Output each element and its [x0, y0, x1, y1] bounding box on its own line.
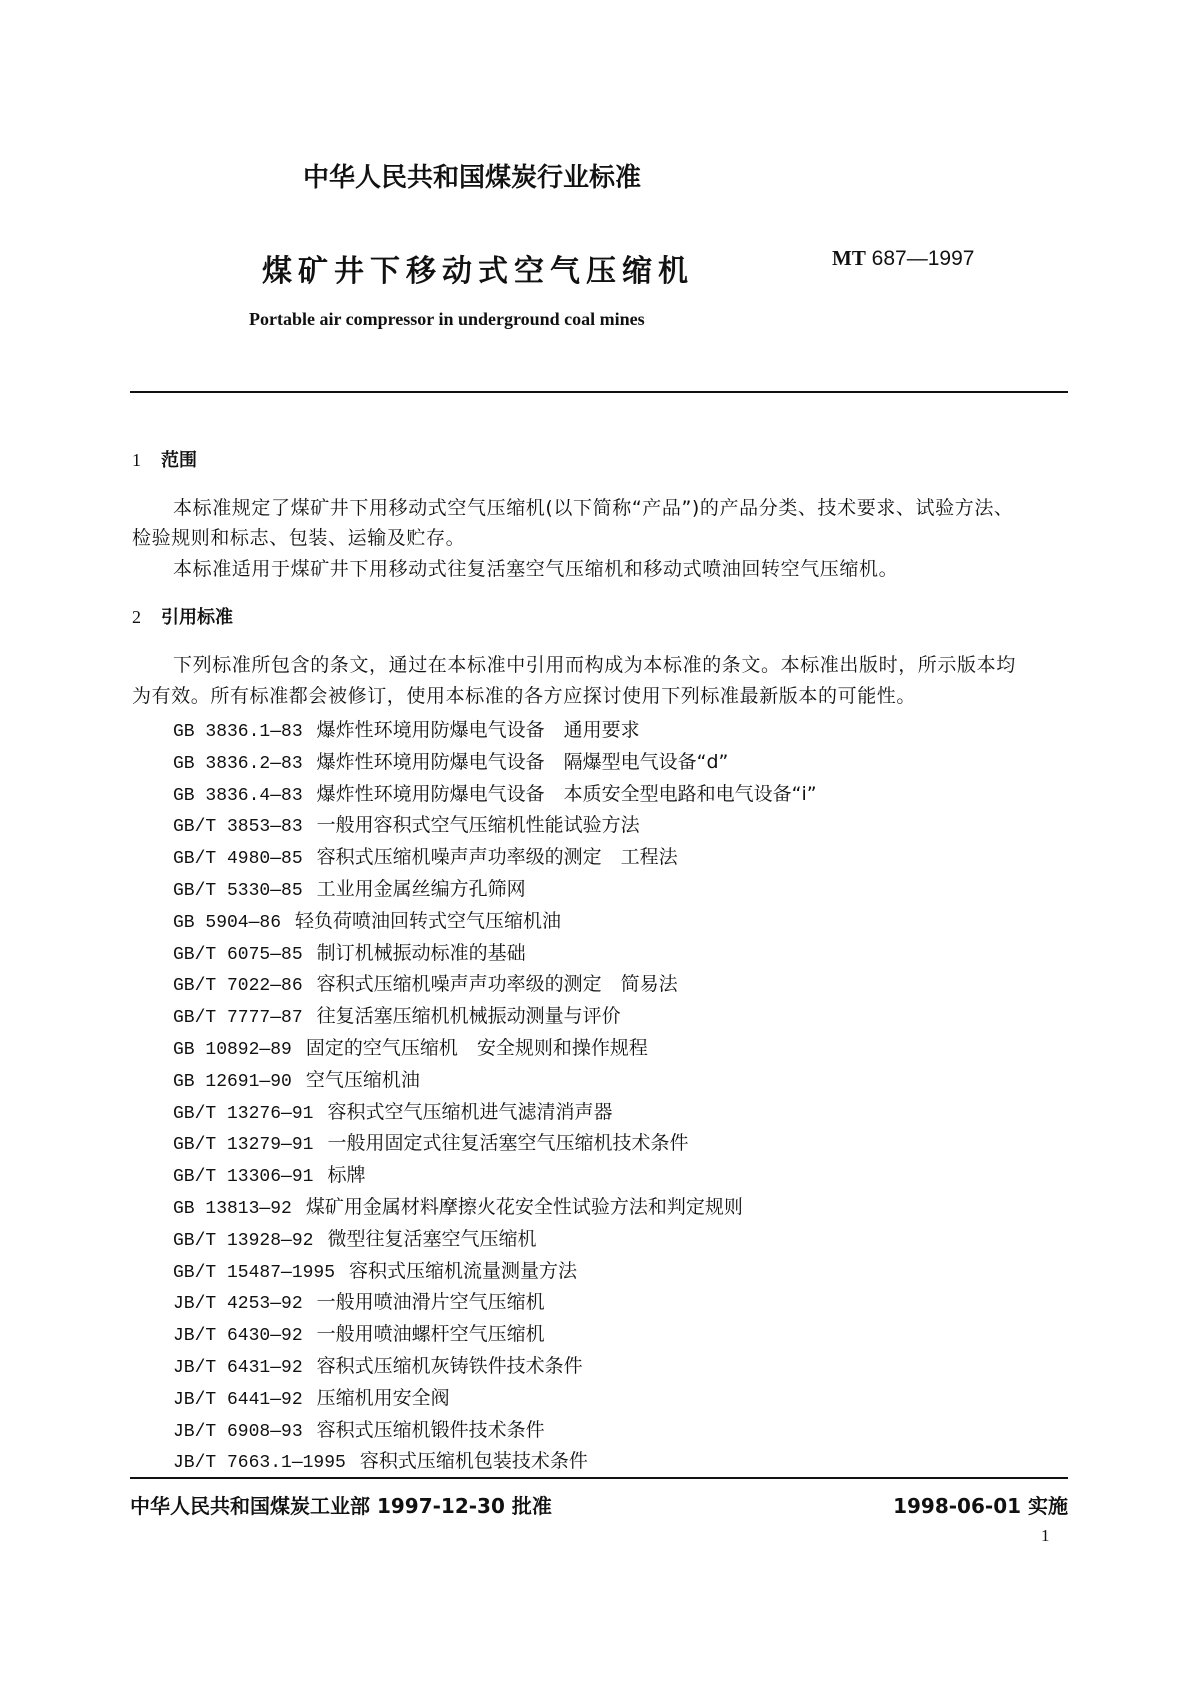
- reference-title: 爆炸性环境用防爆电气设备 本质安全型电路和电气设备“i”: [316, 782, 817, 805]
- reference-item: [173, 1128, 688, 1155]
- reference-code: GB/T 13276—91: [173, 1103, 314, 1124]
- reference-code: JB/T 7663.1—1995: [173, 1453, 346, 1474]
- section-heading: [132, 446, 197, 472]
- reference-code: JB/T 6908—93: [173, 1421, 303, 1442]
- reference-title: 一般用容积式空气压缩机性能试验方法: [316, 814, 640, 837]
- section-heading: [132, 603, 233, 629]
- reference-code: GB/T 13928—92: [173, 1230, 314, 1251]
- section-title: 范围: [161, 450, 197, 471]
- reference-code: GB/T 7022—86: [173, 976, 303, 997]
- reference-item: [173, 842, 678, 869]
- reference-title: 一般用固定式往复活塞空气压缩机技术条件: [327, 1132, 689, 1155]
- issuing-body-title: 中华人民共和国煤炭行业标准: [303, 163, 642, 193]
- reference-code: JB/T 6430—92: [173, 1326, 303, 1347]
- reference-item: [173, 1319, 545, 1346]
- reference-item: [173, 1256, 577, 1283]
- reference-title: 爆炸性环境用防爆电气设备 隔爆型电气设备“d”: [316, 750, 729, 773]
- reference-title: 微型往复活塞空气压缩机: [327, 1227, 537, 1250]
- reference-title: 容积式压缩机包装技术条件: [359, 1450, 588, 1473]
- paragraph-line: 检验规则和标志、包装、运输及贮存。: [132, 527, 466, 549]
- code-prefix: MT: [832, 246, 866, 270]
- reference-item: [173, 969, 678, 996]
- section-number: 1: [132, 450, 141, 470]
- reference-item: [173, 1192, 743, 1219]
- approval-line: 中华人民共和国煤炭工业部 1997-12-30 批准: [130, 1494, 552, 1518]
- reference-item: [173, 1446, 588, 1473]
- reference-title: 容积式空气压缩机进气滤清消声器: [327, 1100, 613, 1123]
- reference-code: JB/T 6431—92: [173, 1358, 303, 1378]
- reference-code: GB/T 15487—1995: [173, 1262, 336, 1283]
- reference-title: 往复活塞压缩机机械振动测量与评价: [316, 1005, 621, 1028]
- reference-title: 容积式压缩机灰铸铁件技术条件: [316, 1355, 583, 1377]
- reference-item: [173, 747, 728, 774]
- reference-code: GB/T 13306—91: [173, 1167, 314, 1188]
- reference-code: GB/T 7777—87: [173, 1008, 303, 1029]
- reference-title: 容积式压缩机流量测量方法: [349, 1259, 578, 1282]
- reference-title: 煤矿用金属材料摩擦火花安全性试验方法和判定规则: [305, 1196, 743, 1218]
- reference-title: 固定的空气压缩机 安全规则和操作规程: [305, 1037, 648, 1059]
- code-number: 687—1997: [871, 247, 975, 270]
- reference-item: [173, 1224, 536, 1251]
- reference-item: [173, 1065, 420, 1092]
- reference-title: 容积式压缩机锻件技术条件: [316, 1418, 545, 1441]
- standard-code: [832, 246, 974, 271]
- reference-code: GB 13813—92: [173, 1199, 292, 1219]
- reference-code: GB 3836.4—83: [173, 785, 303, 806]
- reference-code: GB 3836.1—83: [173, 722, 303, 742]
- document-title: 煤矿井下移动式空气压缩机: [262, 254, 694, 289]
- section-title: 引用标准: [161, 607, 233, 628]
- paragraph-line: 本标准适用于煤矿井下用移动式往复活塞空气压缩机和移动式喷油回转空气压缩机。: [173, 558, 899, 580]
- reference-title: 轻负荷喷油回转式空气压缩机油: [295, 909, 562, 932]
- reference-item: [173, 1097, 612, 1124]
- reference-item: [173, 1160, 365, 1187]
- reference-item: [173, 1287, 545, 1314]
- reference-code: JB/T 6441—92: [173, 1389, 303, 1410]
- paragraph-line: 为有效。所有标准都会被修订，使用本标准的各方应探讨使用下列标准最新版本的可能性。: [132, 685, 917, 707]
- reference-title: 空气压缩机油: [305, 1068, 420, 1091]
- reference-item: [173, 1383, 450, 1410]
- reference-code: GB 12691—90: [173, 1071, 292, 1092]
- reference-item: [173, 906, 561, 933]
- reference-item: [173, 1001, 621, 1028]
- reference-code: GB 3836.2—83: [173, 753, 303, 774]
- reference-item: [173, 810, 640, 837]
- reference-title: 爆炸性环境用防爆电气设备 通用要求: [316, 719, 640, 741]
- reference-code: GB 5904—86: [173, 912, 282, 933]
- reference-code: GB/T 5330—85: [173, 881, 303, 901]
- reference-item: [173, 938, 526, 965]
- reference-title: 一般用喷油滑片空气压缩机: [316, 1291, 545, 1314]
- paragraph-line: 本标准规定了煤矿井下用移动式空气压缩机(以下简称“产品”)的产品分类、技术要求、试验方法、: [173, 497, 1014, 519]
- reference-title: 容积式压缩机噪声声功率级的测定 简易法: [316, 973, 678, 996]
- reference-title: 压缩机用安全阀: [316, 1386, 450, 1409]
- reference-title: 容积式压缩机噪声声功率级的测定 工程法: [316, 846, 678, 869]
- reference-item: [173, 1033, 648, 1060]
- reference-code: JB/T 4253—92: [173, 1294, 303, 1315]
- page-number: 1: [1041, 1526, 1050, 1545]
- reference-title: 一般用喷油螺杆空气压缩机: [316, 1323, 545, 1346]
- reference-code: GB/T 3853—83: [173, 817, 303, 838]
- reference-title: 标牌: [327, 1164, 366, 1187]
- reference-code: GB/T 6075—85: [173, 944, 303, 965]
- reference-code: GB/T 13279—91: [173, 1135, 314, 1156]
- section-number: 2: [132, 607, 141, 627]
- reference-item: [173, 874, 526, 901]
- reference-item: [173, 779, 817, 806]
- reference-item: [173, 1415, 545, 1442]
- reference-item: [173, 1351, 583, 1378]
- reference-code: GB/T 4980—85: [173, 849, 303, 870]
- reference-code: GB 10892—89: [173, 1040, 292, 1060]
- reference-item: [173, 715, 640, 742]
- reference-title: 制订机械振动标准的基础: [316, 941, 526, 964]
- reference-title: 工业用金属丝编方孔筛网: [316, 878, 526, 900]
- footer-rule: [130, 1477, 1068, 1479]
- paragraph-line: 下列标准所包含的条文，通过在本标准中引用而构成为本标准的条文。本标准出版时，所示版本均: [173, 654, 1016, 676]
- header-rule: [130, 391, 1068, 393]
- english-title: Portable air compressor in underground coal mines: [249, 309, 645, 329]
- effective-date: 1998-06-01 实施: [893, 1494, 1068, 1518]
